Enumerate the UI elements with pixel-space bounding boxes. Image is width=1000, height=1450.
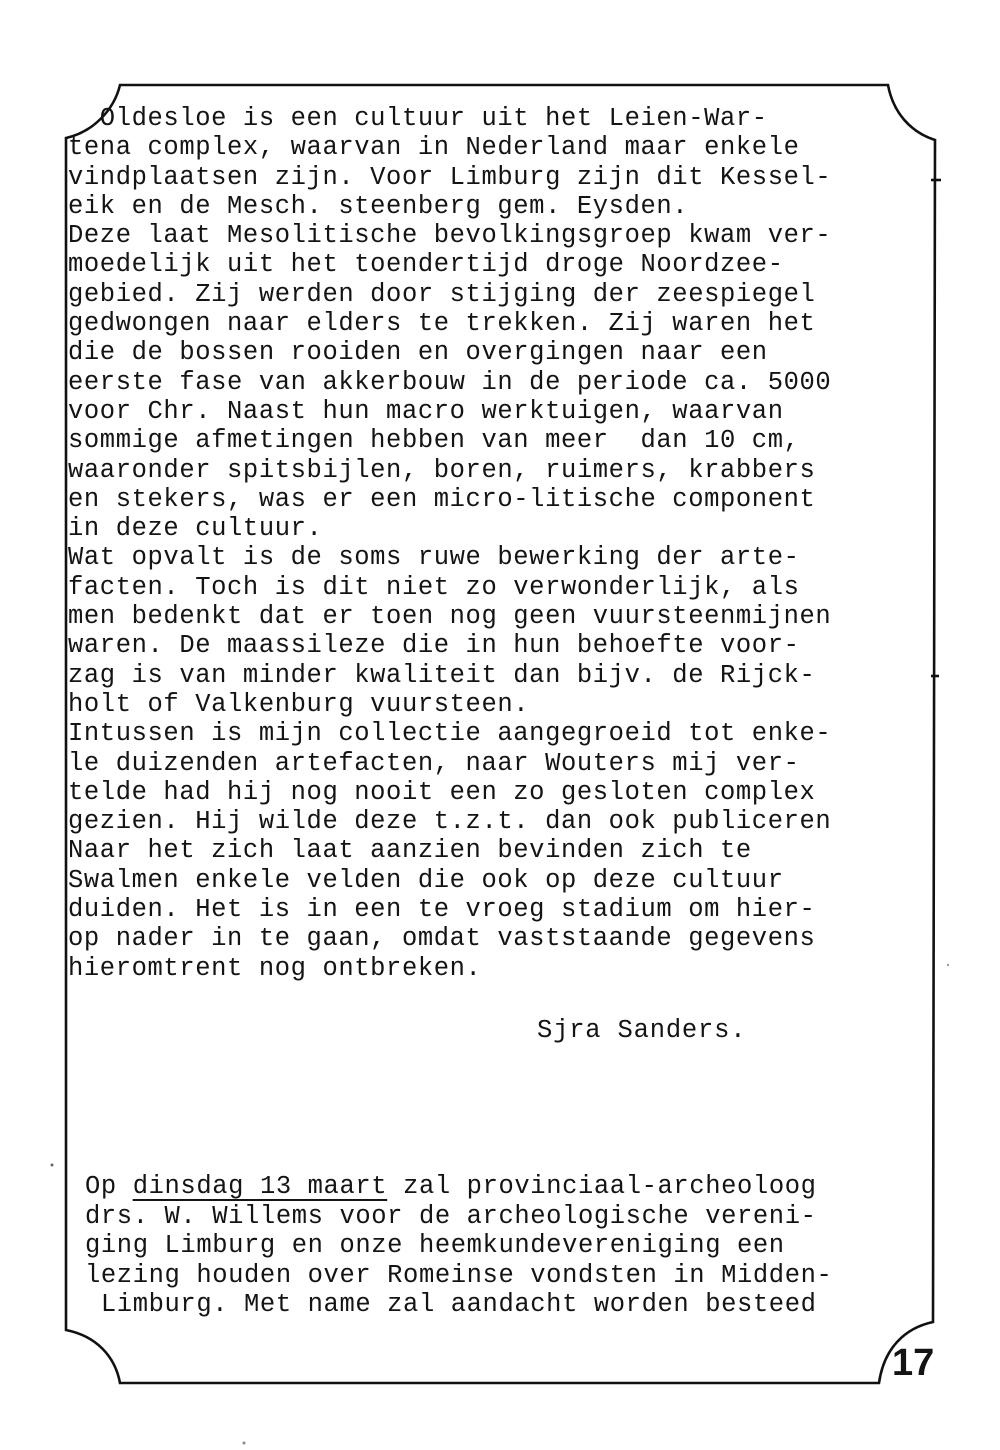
text-line: telde had hij nog nooit een zo gesloten complex xyxy=(68,777,816,807)
text-line: op nader in te gaan, omdat vaststaande gegevens xyxy=(68,924,816,954)
text-line: waren. De maassileze die in hun behoefte voor- xyxy=(68,631,800,661)
text-line: le duizenden artefacten, naar Wouters mij ver- xyxy=(68,748,800,778)
text-line: holt of Valkenburg vuursteen. xyxy=(68,689,530,719)
announcement-suffix: zal provinciaal-archeoloog xyxy=(387,1172,817,1201)
text-line: tena complex, waarvan in Nederland maar enkele xyxy=(68,133,800,163)
text-line: duiden. Het is in een te vroeg stadium om hier- xyxy=(68,895,816,925)
announcement-line: ging Limburg en onze heemkundevereniging een xyxy=(85,1231,785,1260)
text-line: Deze laat Mesolitische bevolkingsgroep kwam ver- xyxy=(68,221,832,251)
text-line: Swalmen enkele velden die ook op deze cultuur xyxy=(68,865,784,895)
text-line: waaronder spitsbijlen, boren, ruimers, krabbers xyxy=(68,455,816,485)
text-line: moedelijk uit het toendertijd droge Noordzee- xyxy=(68,250,784,280)
announcement-first-line xyxy=(85,1172,925,1202)
text-line: sommige afmetingen hebben van meer dan 10 cm, xyxy=(68,426,800,456)
text-line: gezien. Hij wilde deze t.z.t. dan ook publiceren xyxy=(68,807,832,837)
text-line: hieromtrent nog ontbreken. xyxy=(68,953,482,983)
text-line: gedwongen naar elders te trekken. Zij waren het xyxy=(68,309,816,339)
text-line: gebied. Zij werden door stijging der zeespiegel xyxy=(68,279,816,309)
announcement-line: Limburg. Met name zal aandacht worden besteed xyxy=(85,1290,817,1319)
announcement-line: lezing houden over Romeinse vondsten in Midden- xyxy=(85,1260,833,1290)
page-number: 17 xyxy=(892,1342,935,1384)
text-line: en stekers, was er een micro-litische component xyxy=(68,484,816,514)
text-line: eik en de Mesch. steenberg gem. Eysden. xyxy=(68,191,689,221)
author-signature: Sjra Sanders. xyxy=(537,1016,747,1045)
text-line: voor Chr. Naast hun macro werktuigen, waarvan xyxy=(68,396,784,426)
text-line: facten. Toch is dit niet zo verwonderlijk, als xyxy=(68,572,800,602)
text-line: vindplaatsen zijn. Voor Limburg zijn dit Kessel- xyxy=(68,162,832,192)
article-body xyxy=(68,104,938,983)
text-line: Intussen is mijn collectie aangegroeid tot enke- xyxy=(68,719,832,749)
text-line: Oldesloe is een cultuur uit het Leien-War- xyxy=(68,104,768,133)
text-line: die de bossen rooiden en overgingen naar een xyxy=(68,338,768,368)
text-line: Naar het zich laat aanzien bevinden zich te xyxy=(68,836,752,866)
text-line: men bedenkt dat er toen nog geen vuursteenmijnen xyxy=(68,602,832,632)
announcement-prefix: Op xyxy=(85,1172,133,1201)
text-line: Wat opvalt is de soms ruwe bewerking der arte- xyxy=(68,543,800,573)
announcement-line: drs. W. Willems voor de archeologische vereni- xyxy=(85,1201,817,1231)
announcement xyxy=(85,1172,925,1320)
text-line: eerste fase van akkerbouw in de periode ca. 5000 xyxy=(68,367,832,397)
text-line: in deze cultuur. xyxy=(68,514,323,544)
event-date: dinsdag 13 maart xyxy=(132,1172,388,1201)
text-line: zag is van minder kwaliteit dan bijv. de Rijck- xyxy=(68,660,816,690)
